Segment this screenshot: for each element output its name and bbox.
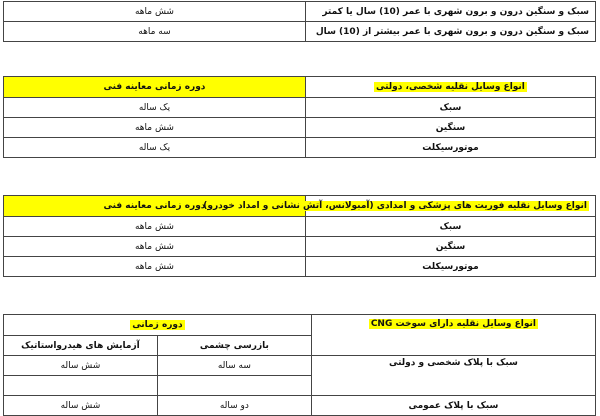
visual-cell: سه ساله [157, 356, 311, 376]
period-cell: شش ماهه [4, 257, 306, 277]
vehicle-cell: موتورسیکلت [305, 138, 595, 158]
table-header-row [4, 196, 596, 217]
inspection-table-private-government [3, 76, 596, 158]
vehicle-cell: سبک با پلاک شخصی و دولتی [311, 356, 595, 396]
hydro-cell: شش ساله [4, 396, 158, 416]
table-row [4, 356, 596, 376]
table-row [4, 98, 596, 118]
table-header-row [4, 77, 596, 98]
table-row [4, 2, 596, 22]
vehicle-cell: سبک [305, 98, 595, 118]
period-header: دوره زمانی [4, 315, 312, 336]
table-row [4, 237, 596, 257]
vehicle-cell: سبک با پلاک عمومی [311, 396, 595, 416]
period-header: دوره زمانی معاینه فنی [4, 77, 306, 98]
hydrostatic-test-header: آزمایش های هیدرواستاتیک [4, 336, 158, 356]
table-row [4, 396, 596, 416]
visual-inspection-header: بازرسی چشمی [157, 336, 311, 356]
period-cell: شش ماهه [4, 118, 306, 138]
vehicle-header: انواع وسایل نقلیه شخصی، دولتی [305, 77, 595, 98]
period-cell: یک ساله [4, 138, 306, 158]
table-row [4, 257, 596, 277]
visual-cell [157, 376, 311, 396]
hydro-cell [4, 376, 158, 396]
inspection-table-cng [3, 314, 596, 416]
period-cell: شش ماهه [4, 237, 306, 257]
period-cell: سه ماهه [4, 22, 306, 42]
period-header: دوره زمانی معاینه فنی [4, 196, 306, 217]
inspection-table-age [3, 1, 596, 42]
table-row [4, 217, 596, 237]
table-row [4, 22, 596, 42]
vehicle-header: انواع وسایل نقلیه دارای سوخت CNG [311, 315, 595, 356]
period-cell: شش ماهه [4, 2, 306, 22]
vehicle-cell: سنگین [305, 118, 595, 138]
table-row [4, 118, 596, 138]
vehicle-cell: سبک [305, 217, 595, 237]
inspection-table-emergency [3, 195, 596, 277]
vehicle-cell: سبک و سنگین درون و برون شهری با عمر (10) سال یا کمتر [305, 2, 595, 22]
vehicle-cell: سنگین [305, 237, 595, 257]
period-cell: یک ساله [4, 98, 306, 118]
vehicle-header: انواع وسایل نقلیه فوریت های پزشکی و امدادی (آمبولانس، آتش نشانی و امداد خودرو) [305, 196, 595, 217]
table-header-row [4, 315, 596, 336]
table-row [4, 138, 596, 158]
vehicle-cell: موتورسیکلت [305, 257, 595, 277]
period-cell: شش ماهه [4, 217, 306, 237]
hydro-cell: شش ساله [4, 356, 158, 376]
visual-cell: دو ساله [157, 396, 311, 416]
vehicle-cell: سبک و سنگین درون و برون شهری با عمر بیشتر از (10) سال [305, 22, 595, 42]
